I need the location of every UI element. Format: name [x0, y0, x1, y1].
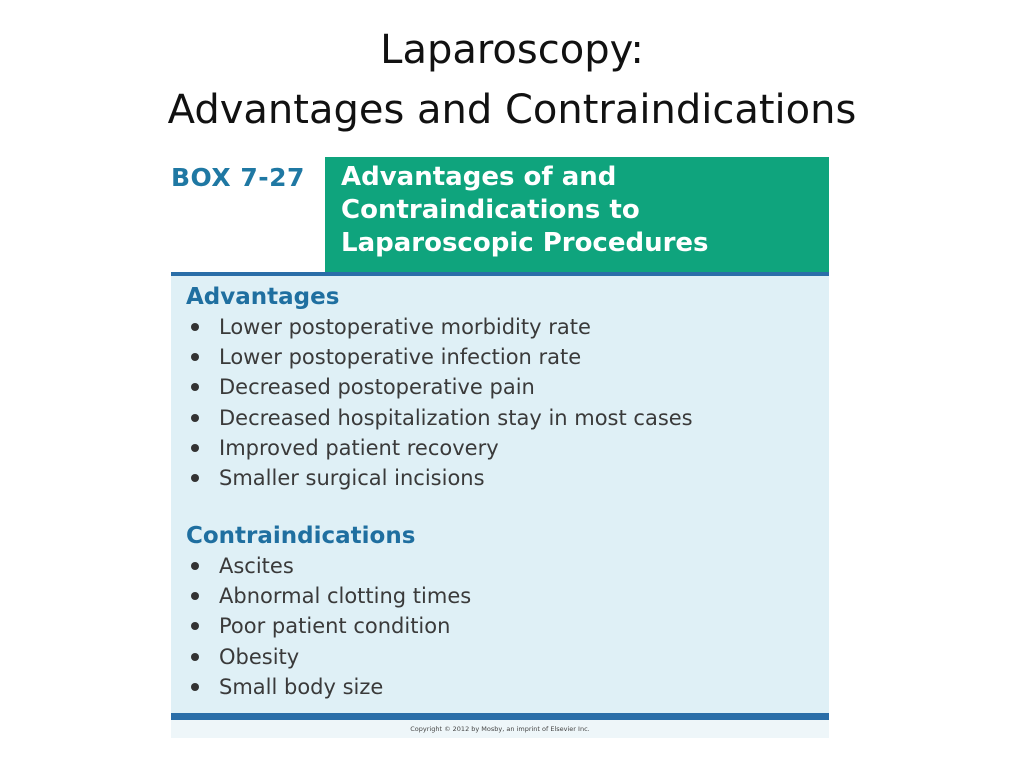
- list-item: [186, 672, 816, 702]
- box-title-line-3: Laparoscopic Procedures: [341, 228, 709, 258]
- slide-title: [0, 20, 1024, 140]
- bullet-icon: [191, 383, 199, 391]
- list-item: [186, 551, 816, 581]
- box-title-line-2: Contraindications to: [341, 195, 640, 225]
- box-label: BOX 7-27: [171, 163, 305, 192]
- list-item-text: Poor patient condition: [219, 614, 451, 639]
- info-box: [171, 157, 829, 738]
- list-item: [186, 642, 816, 672]
- list-item-text: Ascites: [219, 554, 294, 578]
- list-item-text: Improved patient recovery: [219, 435, 499, 460]
- advantages-section: [186, 282, 816, 493]
- list-item: [186, 433, 816, 463]
- slide-title-line-1: Laparoscopy:: [380, 27, 644, 73]
- bullet-icon: [191, 653, 199, 661]
- list-item: [186, 403, 816, 433]
- copyright-notice: Copyright © 2012 by Mosby, an imprint of Elsevier Inc.: [410, 725, 590, 733]
- slide-title-line-2: Advantages and Contraindications: [167, 87, 857, 133]
- contraindications-list: [186, 551, 816, 702]
- bullet-icon: [191, 444, 199, 452]
- list-item-text: Small body size: [219, 674, 384, 699]
- advantages-heading: Advantages: [186, 284, 340, 310]
- box-title: [325, 157, 829, 272]
- list-item: [186, 372, 816, 402]
- bullet-icon: [191, 592, 199, 600]
- contraindications-heading: Contraindications: [186, 523, 416, 549]
- bullet-icon: [191, 414, 199, 422]
- bullet-icon: [191, 622, 199, 630]
- box-title-line-1: Advantages of and: [341, 162, 617, 192]
- list-item-text: Obesity: [219, 644, 300, 669]
- header-divider: [171, 272, 829, 276]
- list-item-text: Lower postoperative infection rate: [219, 345, 582, 370]
- advantages-list: [186, 312, 816, 493]
- list-item-text: Decreased hospitalization stay in most cases: [219, 405, 693, 430]
- list-item: [186, 581, 816, 611]
- list-item: [186, 463, 816, 493]
- bullet-icon: [191, 474, 199, 482]
- contraindications-section: [186, 521, 816, 702]
- box-header: [171, 157, 829, 272]
- list-item-text: Smaller surgical incisions: [219, 466, 485, 491]
- list-item: [186, 342, 816, 372]
- list-item: [186, 611, 816, 641]
- bullet-icon: [191, 353, 199, 361]
- bullet-icon: [191, 562, 199, 570]
- bullet-icon: [191, 683, 199, 691]
- list-item-text: Decreased postoperative pain: [219, 375, 535, 400]
- bullet-icon: [191, 323, 199, 331]
- list-item-text: Abnormal clotting times: [219, 584, 472, 609]
- list-item: [186, 312, 816, 342]
- footer-divider: [171, 713, 829, 720]
- list-item-text: Lower postoperative morbidity rate: [219, 315, 591, 339]
